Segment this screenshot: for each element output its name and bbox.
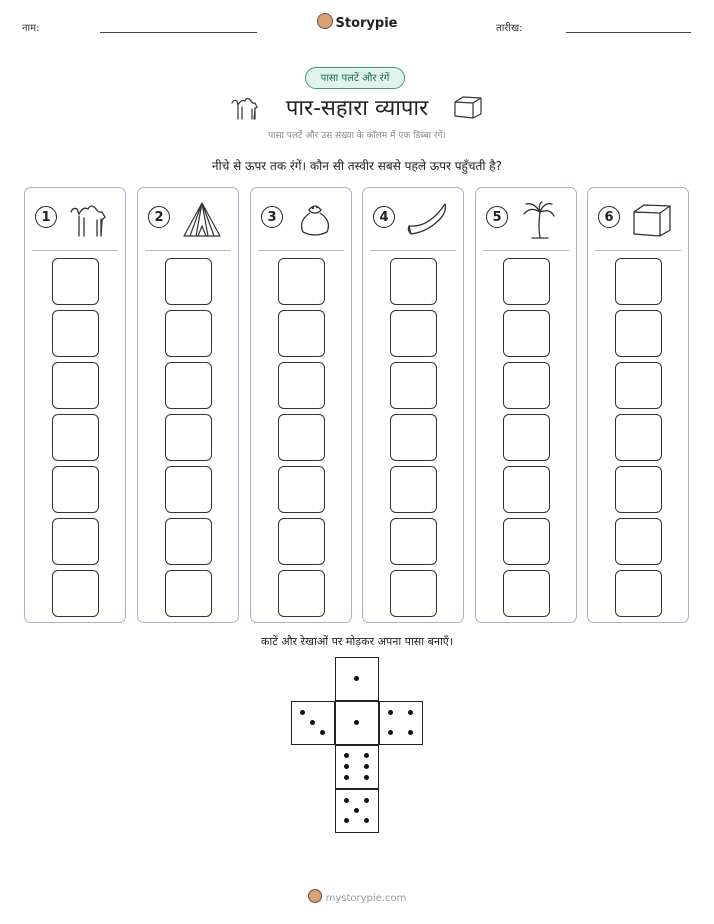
color-box[interactable] bbox=[278, 466, 325, 513]
tent-icon bbox=[180, 200, 224, 240]
column-number: 3 bbox=[261, 206, 283, 228]
color-box[interactable] bbox=[52, 414, 99, 461]
color-box[interactable] bbox=[278, 310, 325, 357]
color-box[interactable] bbox=[615, 414, 662, 461]
column-number: 1 bbox=[35, 206, 57, 228]
footer-url[interactable]: mystorypie.com bbox=[325, 893, 407, 904]
brand-name: Storypie bbox=[335, 16, 398, 31]
column-number: 2 bbox=[148, 206, 170, 228]
color-box[interactable] bbox=[503, 414, 550, 461]
color-box[interactable] bbox=[52, 518, 99, 565]
palm-tree-icon bbox=[518, 200, 562, 240]
color-box[interactable] bbox=[278, 570, 325, 617]
date-line[interactable] bbox=[566, 32, 691, 33]
sack-icon bbox=[293, 200, 337, 240]
page-subtitle: पासा पलटें और उस संख्या के कॉलम में एक डिब्बा रंगें। bbox=[268, 131, 446, 141]
color-box[interactable] bbox=[615, 570, 662, 617]
column-number: 6 bbox=[598, 206, 620, 228]
color-box[interactable] bbox=[278, 362, 325, 409]
color-box[interactable] bbox=[52, 570, 99, 617]
color-box[interactable] bbox=[165, 310, 212, 357]
column-number: 5 bbox=[486, 206, 508, 228]
dice-face-1-center bbox=[335, 701, 379, 745]
color-box[interactable] bbox=[52, 466, 99, 513]
color-box[interactable] bbox=[615, 258, 662, 305]
column-5 bbox=[475, 187, 577, 623]
column-6 bbox=[587, 187, 689, 623]
camel-icon bbox=[67, 200, 111, 240]
dice-face-3 bbox=[291, 701, 335, 745]
color-box[interactable] bbox=[165, 362, 212, 409]
column-divider bbox=[595, 250, 681, 251]
color-box[interactable] bbox=[615, 310, 662, 357]
name-line[interactable] bbox=[100, 32, 257, 33]
column-divider bbox=[258, 250, 344, 251]
horn-icon bbox=[405, 200, 449, 240]
color-box[interactable] bbox=[390, 518, 437, 565]
dice-instructions: काटें और रेखाओं पर मोड़कर अपना पासा बनाएँ। bbox=[260, 635, 454, 648]
color-box[interactable] bbox=[390, 258, 437, 305]
color-box[interactable] bbox=[615, 466, 662, 513]
name-label: नाम: bbox=[22, 23, 40, 34]
bear-logo-icon bbox=[308, 889, 322, 903]
brand-logo bbox=[0, 13, 714, 31]
color-box[interactable] bbox=[503, 518, 550, 565]
dice-face-1 bbox=[335, 657, 379, 701]
column-divider bbox=[483, 250, 569, 251]
date-label: तारीख: bbox=[496, 23, 523, 34]
color-box[interactable] bbox=[278, 258, 325, 305]
column-4 bbox=[362, 187, 464, 623]
column-divider bbox=[370, 250, 456, 251]
color-box[interactable] bbox=[165, 414, 212, 461]
color-box[interactable] bbox=[52, 362, 99, 409]
column-divider bbox=[32, 250, 118, 251]
color-box[interactable] bbox=[278, 414, 325, 461]
color-box[interactable] bbox=[390, 310, 437, 357]
color-box[interactable] bbox=[52, 310, 99, 357]
footer bbox=[0, 889, 714, 904]
color-box[interactable] bbox=[165, 570, 212, 617]
color-box[interactable] bbox=[503, 362, 550, 409]
color-box[interactable] bbox=[390, 362, 437, 409]
color-box[interactable] bbox=[503, 466, 550, 513]
column-1 bbox=[24, 187, 126, 623]
activity-badge: पासा पलटें और रंगें bbox=[305, 67, 405, 89]
color-box[interactable] bbox=[615, 362, 662, 409]
column-number: 4 bbox=[373, 206, 395, 228]
color-box[interactable] bbox=[615, 518, 662, 565]
column-2 bbox=[137, 187, 239, 623]
bear-logo-icon bbox=[317, 13, 333, 29]
color-box[interactable] bbox=[165, 466, 212, 513]
salt-block-icon bbox=[452, 94, 484, 120]
dice-face-5 bbox=[335, 789, 379, 833]
dice-face-4 bbox=[379, 701, 423, 745]
color-box[interactable] bbox=[165, 258, 212, 305]
color-box[interactable] bbox=[278, 518, 325, 565]
color-box[interactable] bbox=[503, 570, 550, 617]
page-title: पार-सहारा व्यापार bbox=[285, 96, 429, 121]
color-box[interactable] bbox=[52, 258, 99, 305]
color-box[interactable] bbox=[165, 518, 212, 565]
column-3 bbox=[250, 187, 352, 623]
color-box[interactable] bbox=[503, 310, 550, 357]
column-divider bbox=[145, 250, 231, 251]
color-box[interactable] bbox=[390, 414, 437, 461]
color-box[interactable] bbox=[503, 258, 550, 305]
salt-block-icon bbox=[630, 200, 674, 240]
dice-face-6 bbox=[335, 745, 379, 789]
color-box[interactable] bbox=[390, 466, 437, 513]
instructions: नीचे से ऊपर तक रंगें। कौन सी तस्वीर सबसे पहले ऊपर पहुँचती है? bbox=[211, 159, 503, 173]
color-box[interactable] bbox=[390, 570, 437, 617]
